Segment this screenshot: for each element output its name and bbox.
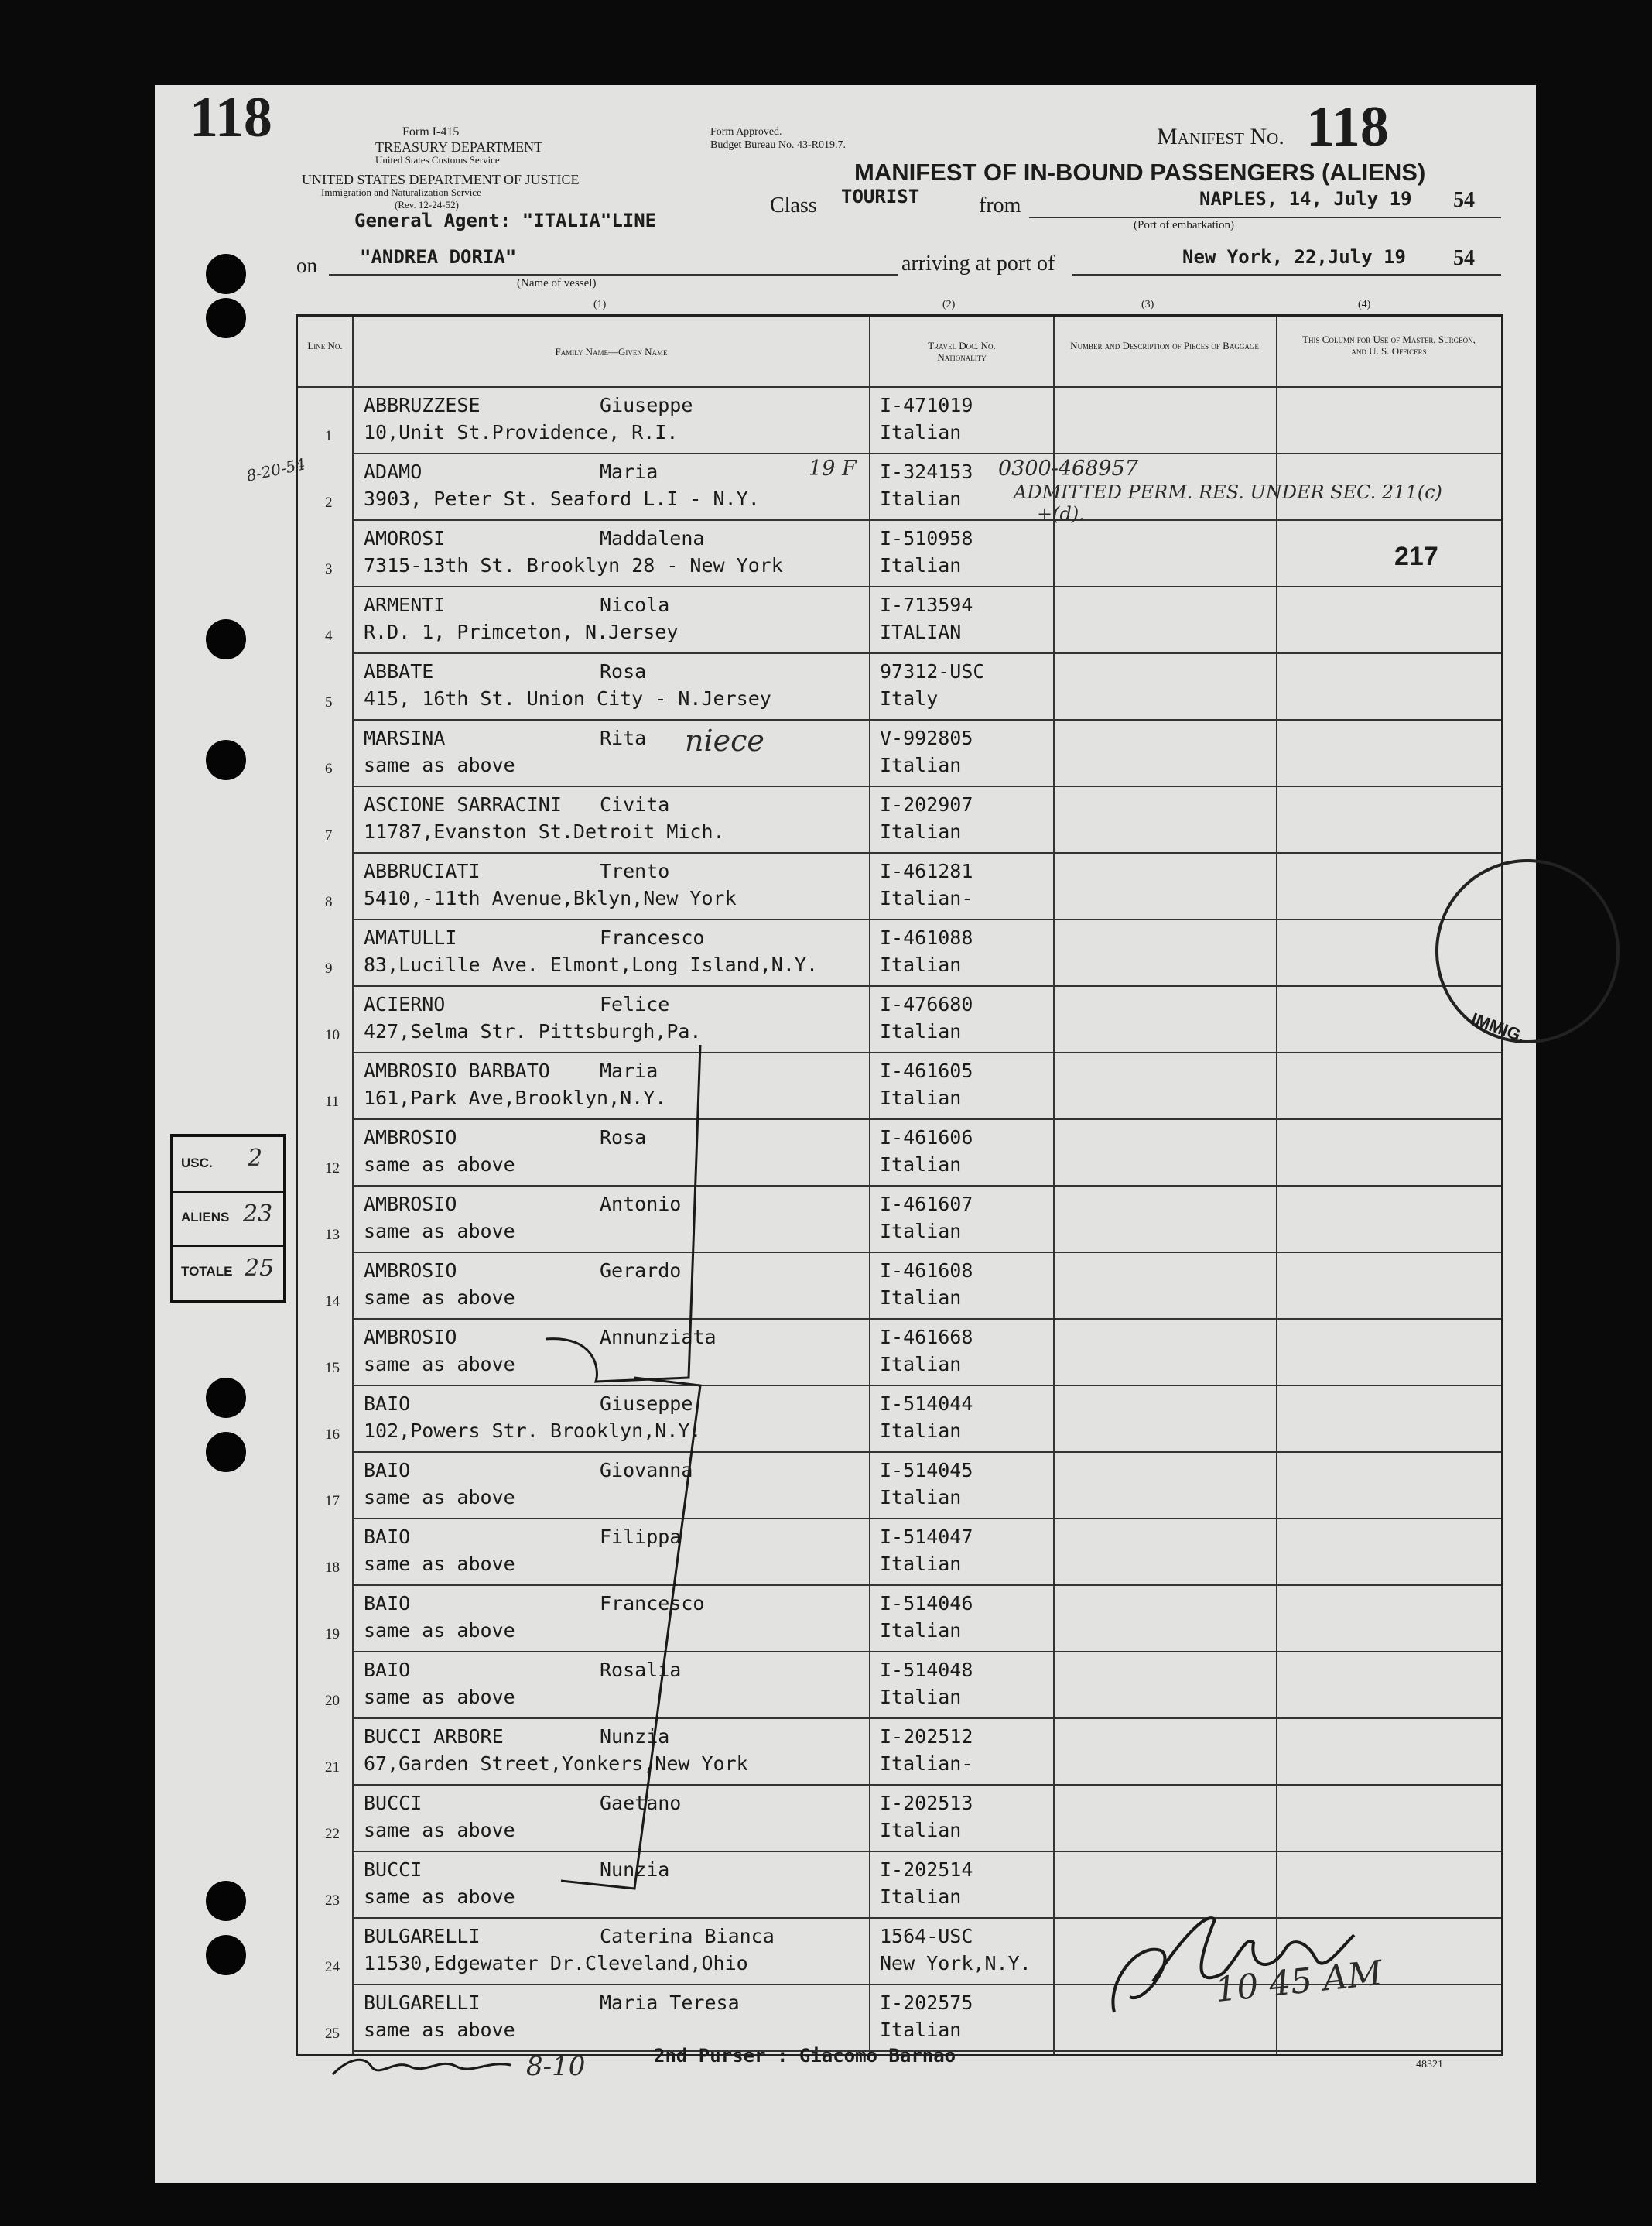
nationality: New York,N.Y. — [880, 1952, 1031, 1974]
line-number: 10 — [325, 1027, 340, 1043]
nationality: Italian — [880, 2019, 962, 2041]
table-row — [298, 1053, 1501, 1119]
dept-treasury-sub: United States Customs Service — [375, 154, 500, 166]
row6-relation-note: niece — [685, 724, 764, 758]
corner-number: 118 — [190, 86, 272, 149]
manifest-title: MANIFEST OF IN-BOUND PASSENGERS (ALIENS) — [854, 159, 1426, 186]
given-name: Francesco — [600, 1592, 705, 1615]
given-name: Gaetano — [600, 1792, 682, 1814]
travel-doc-number: I-202514 — [880, 1858, 973, 1881]
table-row — [298, 1120, 1501, 1186]
line-number: 14 — [325, 1293, 340, 1310]
col-header-travel-doc: Travel Doc. No. Nationality — [928, 340, 996, 363]
address: 427,Selma Str. Pittsburgh,Pa. — [364, 1020, 702, 1043]
address: same as above — [364, 1885, 515, 1908]
travel-doc-number: I-713594 — [880, 594, 973, 616]
address: same as above — [364, 754, 515, 776]
travel-doc-number: I-514046 — [880, 1592, 973, 1615]
nationality: Italian — [880, 488, 962, 510]
table-row — [298, 654, 1501, 720]
travel-doc-number: 97312-USC — [880, 660, 985, 683]
line-number: 17 — [325, 1493, 340, 1509]
family-name: AMBROSIO BARBATO — [364, 1060, 550, 1082]
travel-doc-number: I-461605 — [880, 1060, 973, 1082]
class-label: Class — [770, 193, 817, 217]
nationality: ITALIAN — [880, 621, 962, 643]
table-row — [298, 1786, 1501, 1851]
family-name: ABBRUCIATI — [364, 860, 481, 882]
port-embarkation-label: (Port of embarkation) — [1134, 219, 1234, 231]
line-number: 11 — [325, 1094, 340, 1110]
line-number: 24 — [325, 1959, 340, 1975]
given-name: Nunzia — [600, 1858, 670, 1881]
form-code: 48321 — [1416, 2059, 1443, 2070]
table-row — [298, 1586, 1501, 1652]
travel-doc-number: I-514048 — [880, 1659, 973, 1681]
nationality: Italian — [880, 1087, 962, 1109]
nationality: Italian — [880, 554, 962, 577]
col2-number: (2) — [942, 299, 956, 310]
given-name: Giuseppe — [600, 1392, 693, 1415]
address: same as above — [364, 1486, 515, 1509]
given-name: Rosa — [600, 1126, 647, 1149]
table-row — [298, 1320, 1501, 1385]
line-number: 19 — [325, 1626, 340, 1642]
given-name: Trento — [600, 860, 670, 882]
given-name: Rosalia — [600, 1659, 682, 1681]
line-number: 6 — [325, 761, 333, 777]
family-name: AMBROSIO — [364, 1193, 457, 1215]
line-number: 22 — [325, 1826, 340, 1842]
travel-doc-number: I-461668 — [880, 1326, 973, 1348]
travel-doc-number: I-461607 — [880, 1193, 973, 1215]
form-approved: Form Approved. — [710, 126, 782, 138]
nationality: Italian — [880, 754, 962, 776]
travel-doc-number: I-202513 — [880, 1792, 973, 1814]
nationality: Italian — [880, 1885, 962, 1908]
travel-doc-number: I-324153 — [880, 461, 973, 483]
vessel-underline — [329, 274, 898, 276]
address: same as above — [364, 1819, 515, 1841]
address: same as above — [364, 1220, 515, 1242]
address: 11530,Edgewater Dr.Cleveland,Ohio — [364, 1952, 748, 1974]
margin-date-note: 8-20-54 — [245, 454, 307, 485]
immigration-stamp — [1435, 859, 1620, 1043]
line-number: 5 — [325, 694, 333, 711]
address: 67,Garden Street,Yonkers,New York — [364, 1752, 748, 1775]
table-row — [298, 1386, 1501, 1452]
family-name: MARSINA — [364, 727, 446, 749]
nationality: Italian — [880, 1020, 962, 1043]
travel-doc-number: I-461606 — [880, 1126, 973, 1149]
given-name: Annunziata — [600, 1326, 717, 1348]
travel-doc-number: I-461281 — [880, 860, 973, 882]
family-name: AMBROSIO — [364, 1126, 457, 1149]
given-name: Maria Teresa — [600, 1991, 740, 2014]
punch-hole — [206, 298, 246, 338]
address: same as above — [364, 1353, 515, 1375]
family-name: ADAMO — [364, 461, 422, 483]
address: 7315-13th St. Brooklyn 28 - New York — [364, 554, 783, 577]
line-number: 21 — [325, 1759, 340, 1776]
line-number: 13 — [325, 1227, 340, 1243]
family-name: AMBROSIO — [364, 1259, 457, 1282]
line-number: 12 — [325, 1160, 340, 1176]
line-number: 25 — [325, 2026, 340, 2042]
address: same as above — [364, 2019, 515, 2041]
nationality: Italian — [880, 1353, 962, 1375]
nationality: Italian — [880, 820, 962, 843]
col-header-line-no: Line No. — [307, 340, 343, 351]
family-name: BAIO — [364, 1592, 411, 1615]
travel-doc-number: I-510958 — [880, 527, 973, 550]
dept-treasury: TREASURY DEPARTMENT — [375, 139, 543, 155]
line-number: 8 — [325, 894, 333, 910]
col4-number: (4) — [1358, 299, 1371, 310]
given-name: Rosa — [600, 660, 647, 683]
nationality: Italian — [880, 1286, 962, 1309]
punch-hole — [206, 1378, 246, 1418]
row2-admitted-note-cont: +(d). — [1037, 503, 1085, 525]
nationality: Italian — [880, 1686, 962, 1708]
family-name: AMBROSIO — [364, 1326, 457, 1348]
table-row — [298, 1519, 1501, 1585]
address: 5410,-11th Avenue,Bklyn,New York — [364, 887, 737, 909]
nationality: Italian — [880, 1553, 962, 1575]
travel-doc-number: I-461088 — [880, 926, 973, 949]
general-agent: General Agent: "ITALIA"LINE — [354, 210, 657, 231]
bracket-markings — [542, 1029, 712, 1896]
form-number: Form I-415 — [402, 125, 460, 139]
totals-row-usc — [173, 1137, 283, 1193]
col3-number: (3) — [1141, 299, 1154, 310]
col-header-baggage: Number and Description of Pieces of Baggage — [1070, 340, 1259, 351]
nationality: Italy — [880, 687, 939, 710]
travel-doc-number: I-476680 — [880, 993, 973, 1015]
manifest-label: Manifest No. — [1157, 124, 1284, 149]
row2-file-note: 0300-468957 — [998, 457, 1138, 481]
address: 3903, Peter St. Seaford L.I - N.Y. — [364, 488, 760, 510]
arrival-year: 54 — [1453, 246, 1475, 270]
given-name: Maria — [600, 1060, 658, 1082]
on-label: on — [296, 254, 317, 277]
family-name: ARMENTI — [364, 594, 446, 616]
nationality: Italian — [880, 1153, 962, 1176]
footer-signature — [325, 2043, 526, 2090]
line-number: 4 — [325, 628, 333, 644]
total-label: TOTALE — [181, 1264, 233, 1279]
family-name: ABBRUZZESE — [364, 394, 481, 416]
table-row — [298, 1719, 1501, 1785]
table-row — [298, 1652, 1501, 1718]
nationality: Italian- — [880, 1752, 973, 1775]
col-header-name: Family Name—Given Name — [555, 346, 668, 358]
line-number: 16 — [325, 1426, 340, 1443]
purser-name: 2nd Purser : Giacomo Barnao — [654, 2045, 956, 2067]
nationality: Italian — [880, 1486, 962, 1509]
family-name: ASCIONE SARRACINI — [364, 793, 562, 816]
line-number: 23 — [325, 1892, 340, 1909]
punch-hole — [206, 1432, 246, 1472]
nationality: Italian — [880, 1819, 962, 1841]
nationality: Italian — [880, 954, 962, 976]
line-number: 2 — [325, 495, 333, 511]
given-name: Gerardo — [600, 1259, 682, 1282]
travel-doc-number: I-471019 — [880, 394, 973, 416]
family-name: BULGARELLI — [364, 1991, 481, 2014]
usc-label: USC. — [181, 1156, 213, 1170]
footer-date-note: 8-10 — [526, 2051, 586, 2082]
totals-row-aliens — [173, 1191, 283, 1247]
table-row — [298, 854, 1501, 920]
totals-box — [170, 1134, 286, 1303]
given-name: Giovanna — [600, 1459, 693, 1481]
table-row — [298, 1453, 1501, 1519]
address: 10,Unit St.Providence, R.I. — [364, 421, 679, 443]
given-name: Rita — [600, 727, 647, 749]
address: R.D. 1, Primceton, N.Jersey — [364, 621, 679, 643]
table-row — [298, 587, 1501, 653]
given-name: Civita — [600, 793, 670, 816]
inspector-signature — [1083, 1889, 1377, 2028]
family-name: BAIO — [364, 1526, 411, 1548]
line-number: 15 — [325, 1360, 340, 1376]
embarkation-value: NAPLES, 14, July 19 — [1199, 188, 1412, 210]
address: 415, 16th St. Union City - N.Jersey — [364, 687, 771, 710]
family-name: AMATULLI — [364, 926, 457, 949]
from-underline — [1029, 217, 1501, 218]
address: same as above — [364, 1286, 515, 1309]
aliens-value: 23 — [243, 1200, 273, 1228]
given-name: Maddalena — [600, 527, 705, 550]
arrival-port-value: New York, 22,July 19 — [1182, 246, 1406, 268]
nationality: Italian — [880, 1619, 962, 1642]
travel-doc-number: I-514047 — [880, 1526, 973, 1548]
form-revision: (Rev. 12-24-52) — [395, 199, 459, 211]
embarkation-year: 54 — [1453, 188, 1475, 212]
line-number: 18 — [325, 1560, 340, 1576]
address: same as above — [364, 1553, 515, 1575]
given-name: Francesco — [600, 926, 705, 949]
travel-doc-number: I-514045 — [880, 1459, 973, 1481]
table-row — [298, 987, 1501, 1053]
given-name: Antonio — [600, 1193, 682, 1215]
dept-justice: UNITED STATES DEPARTMENT OF JUSTICE — [302, 172, 580, 187]
address: same as above — [364, 1686, 515, 1708]
table-row — [298, 721, 1501, 786]
family-name: BAIO — [364, 1459, 411, 1481]
budget-bureau: Budget Bureau No. 43-R019.7. — [710, 139, 846, 151]
nationality: Italian — [880, 1420, 962, 1442]
line-number: 7 — [325, 827, 333, 844]
given-name: Giuseppe — [600, 394, 693, 416]
row2-admitted-note: ADMITTED PERM. RES. UNDER SEC. 211(c) — [1014, 481, 1442, 503]
address: 11787,Evanston St.Detroit Mich. — [364, 820, 725, 843]
table-row — [298, 521, 1501, 587]
total-value: 25 — [245, 1255, 275, 1282]
arrival-underline — [1072, 274, 1501, 276]
line-number: 20 — [325, 1693, 340, 1709]
table-row — [298, 388, 1501, 454]
given-name: Nicola — [600, 594, 670, 616]
punch-hole — [206, 1935, 246, 1975]
stamp-text: IMMIG. — [1469, 1009, 1528, 1046]
col1-number: (1) — [593, 299, 607, 310]
line-number: 1 — [325, 428, 333, 444]
table-row — [298, 1253, 1501, 1319]
row2-age-note: 19 F — [809, 457, 857, 481]
family-name: BUCCI — [364, 1792, 422, 1814]
table-row — [298, 920, 1501, 986]
punch-hole — [206, 1881, 246, 1921]
travel-doc-number: I-202907 — [880, 793, 973, 816]
punch-hole — [206, 740, 246, 780]
family-name: BAIO — [364, 1392, 411, 1415]
table-row — [298, 1187, 1501, 1252]
family-name: BUCCI — [364, 1858, 422, 1881]
class-value: TOURIST — [841, 186, 920, 207]
line-number: 9 — [325, 961, 333, 977]
col-header-officers: This Column for Use of Master, Surgeon, and U. S. Officers — [1302, 334, 1476, 357]
totals-row-total — [173, 1245, 283, 1300]
given-name: Felice — [600, 993, 670, 1015]
travel-doc-number: V-992805 — [880, 727, 973, 749]
family-name: BULGARELLI — [364, 1925, 481, 1947]
given-name: Nunzia — [600, 1725, 670, 1748]
nationality: Italian — [880, 421, 962, 443]
travel-doc-number: 1564-USC — [880, 1925, 973, 1947]
from-label: from — [979, 193, 1021, 217]
family-name: AMOROSI — [364, 527, 446, 550]
vessel-name-label: (Name of vessel) — [517, 277, 597, 289]
given-name: Filippa — [600, 1526, 682, 1548]
travel-doc-number: I-514044 — [880, 1392, 973, 1415]
aliens-label: ALIENS — [181, 1210, 230, 1224]
travel-doc-number: I-202512 — [880, 1725, 973, 1748]
family-name: BUCCI ARBORE — [364, 1725, 504, 1748]
line-number: 3 — [325, 561, 333, 577]
punch-hole — [206, 619, 246, 659]
address: 161,Park Ave,Brooklyn,N.Y. — [364, 1087, 667, 1109]
manifest-number: 118 — [1306, 95, 1389, 159]
inspector-time-note: 10 45 AM — [1212, 1953, 1384, 2011]
travel-doc-number: I-202575 — [880, 1991, 973, 2014]
address: same as above — [364, 1153, 515, 1176]
address: 83,Lucille Ave. Elmont,Long Island,N.Y. — [364, 954, 818, 976]
row3-officer-note: 217 — [1394, 542, 1438, 571]
given-name: Maria — [600, 461, 658, 483]
family-name: BAIO — [364, 1659, 411, 1681]
address: 102,Powers Str. Brooklyn,N.Y. — [364, 1420, 702, 1442]
table-row — [298, 787, 1501, 853]
nationality: Italian — [880, 1220, 962, 1242]
given-name: Caterina Bianca — [600, 1925, 775, 1947]
usc-value: 2 — [248, 1145, 263, 1172]
family-name: ABBATE — [364, 660, 434, 683]
passenger-table — [296, 314, 1503, 2056]
arriving-label: arriving at port of — [901, 252, 1055, 276]
nationality: Italian- — [880, 887, 973, 909]
punch-hole — [206, 254, 246, 294]
dept-justice-sub: Immigration and Naturalization Service — [321, 187, 481, 198]
address: same as above — [364, 1619, 515, 1642]
family-name: ACIERNO — [364, 993, 446, 1015]
travel-doc-number: I-461608 — [880, 1259, 973, 1282]
vessel-name: "ANDREA DORIA" — [360, 246, 517, 268]
